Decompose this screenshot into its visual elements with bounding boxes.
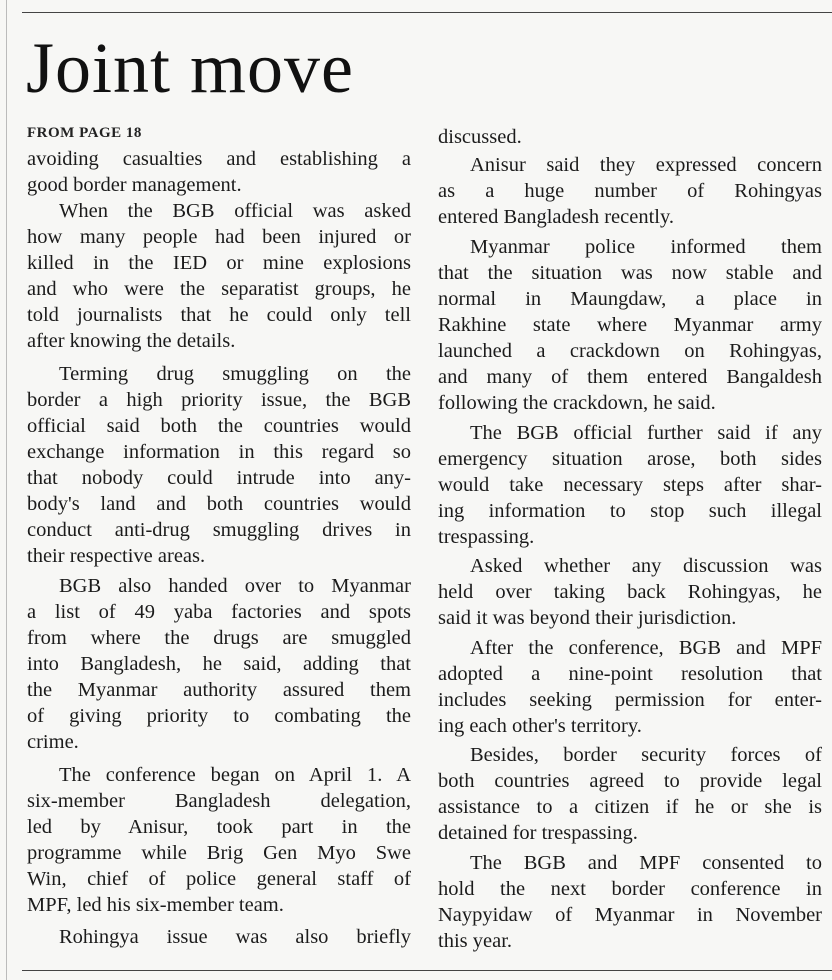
text-line: entered Bangladesh recently.: [438, 206, 675, 228]
text-line: border a high priority issue, the BGB: [27, 389, 411, 411]
text-line: The BGB and MPF consented to: [470, 852, 822, 874]
text-line: emergency situation arose, both sides: [438, 448, 822, 470]
text-line: ing each other's territory.: [438, 715, 642, 737]
text-line: led by Anisur, took part in the: [27, 816, 411, 838]
text-line: conduct anti-drug smuggling drives in: [27, 519, 411, 541]
bottom-rule: [22, 970, 832, 971]
text-line: discussed.: [438, 126, 522, 148]
text-line: that the situation was now stable and: [438, 262, 822, 284]
text-line: body's land and both countries would: [27, 493, 411, 515]
text-line: Rakhine state where Myanmar army: [438, 314, 822, 336]
text-line: trespassing.: [438, 526, 535, 548]
text-line: and who were the separatist groups, he: [27, 278, 411, 300]
text-line: normal in Maungdaw, a place in: [438, 288, 822, 310]
text-line: Besides, border security forces of: [470, 744, 822, 766]
text-line: their respective areas.: [27, 545, 206, 567]
text-line: Myanmar police informed them: [470, 236, 822, 258]
text-line: crime.: [27, 731, 79, 753]
text-line: Anisur said they expressed concern: [470, 154, 822, 176]
text-line: Rohingya issue was also briefly: [59, 926, 411, 948]
text-line: and many of them entered Bangaldesh: [438, 366, 822, 388]
text-line: after knowing the details.: [27, 330, 236, 352]
text-line: killed in the IED or mine explosions: [27, 252, 411, 274]
text-line: MPF, led his six-member team.: [27, 894, 284, 916]
text-line: a list of 49 yaba factories and spots: [27, 601, 411, 623]
jump-line: FROM PAGE 18: [27, 125, 142, 141]
text-line: avoiding casualties and establishing a: [27, 148, 411, 170]
text-line: how many people had been injured or: [27, 226, 411, 248]
text-line: includes seeking permission for enter-: [438, 689, 822, 711]
text-line: into Bangladesh, he said, adding that: [27, 653, 411, 675]
text-line: exchange information in this regard so: [27, 441, 411, 463]
text-line: Terming drug smuggling on the: [59, 363, 411, 385]
text-line: would take necessary steps after shar-: [438, 474, 822, 496]
text-line: this year.: [438, 930, 513, 952]
text-line: official said both the countries would: [27, 415, 411, 437]
text-line: told journalists that he could only tell: [27, 304, 411, 326]
text-line: following the crackdown, he said.: [438, 392, 716, 414]
text-line: When the BGB official was asked: [59, 200, 411, 222]
text-line: that nobody could intrude into any-: [27, 467, 411, 489]
text-line: assistance to a citizen if he or she is: [438, 796, 822, 818]
text-line: hold the next border conference in: [438, 878, 822, 900]
text-line: of giving priority to combating the: [27, 705, 411, 727]
text-line: detained for trespassing.: [438, 822, 638, 844]
text-line: Win, chief of police general staff of: [27, 868, 411, 890]
text-line: six-member Bangladesh delegation,: [27, 790, 411, 812]
text-line: the Myanmar authority assured them: [27, 679, 411, 701]
text-line: programme while Brig Gen Myo Swe: [27, 842, 411, 864]
text-line: Naypyidaw of Myanmar in November: [438, 904, 822, 926]
text-line: said it was beyond their jurisdiction.: [438, 607, 737, 629]
text-line: Asked whether any discussion was: [470, 555, 822, 577]
text-line: held over taking back Rohingyas, he: [438, 581, 822, 603]
left-column-rule: [6, 0, 7, 980]
text-line: from where the drugs are smuggled: [27, 627, 411, 649]
text-line: The conference began on April 1. A: [59, 764, 411, 786]
text-line: The BGB official further said if any: [470, 422, 822, 444]
text-line: BGB also handed over to Myanmar: [59, 575, 411, 597]
top-rule: [22, 12, 832, 13]
text-line: After the conference, BGB and MPF: [470, 637, 822, 659]
text-line: adopted a nine-point resolution that: [438, 663, 822, 685]
headline: Joint move: [26, 28, 354, 108]
text-line: ing information to stop such illegal: [438, 500, 822, 522]
text-line: both countries agreed to provide legal: [438, 770, 822, 792]
text-line: good border management.: [27, 174, 242, 196]
text-line: as a huge number of Rohingyas: [438, 180, 822, 202]
text-line: launched a crackdown on Rohingyas,: [438, 340, 822, 362]
